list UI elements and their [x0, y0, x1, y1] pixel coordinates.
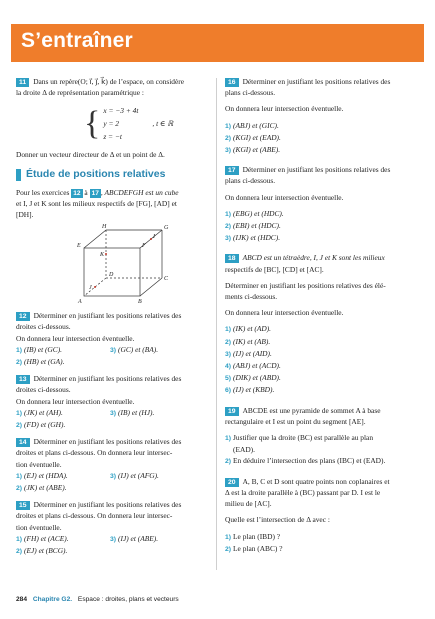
point-j	[94, 286, 96, 288]
svg-text:B: B	[138, 299, 142, 305]
exercise-17: 17 Déterminer en justifiant les positions relatives des plans ci-dessous. On donnera leur intersection éventuelle. 1) (EBG) et (HDC). 2) (EBI) et (HDC). 3) (IJK) et (HDC).	[225, 165, 391, 243]
svg-text:J: J	[89, 285, 92, 292]
svg-text:F: F	[142, 243, 146, 250]
exercise-20: 20 A, B, C et D sont quatre points non coplanaires et Δ est la droite parallèle à (BC) passant par D. I est le milieu de [AC]. Quelle est l’intersection de Δ avec : 1) Le plan (IBD) ? 2) Le plan (ABC) ?	[225, 476, 390, 553]
page-number: 284	[16, 596, 28, 603]
svg-text:G: G	[164, 225, 169, 232]
exercise-13: 13 Déterminer en justifiant les positions relatives des droites ci-dessous. On donnera leur intersection éventuelle. 1) (JK) et (AH). 3) (IB) et (HJ). 2) (FD) et (GH).	[16, 374, 182, 430]
right-column	[225, 76, 418, 555]
cube-figure	[76, 224, 186, 304]
brace-symbol: {	[84, 104, 101, 142]
exercise-11: 11 Dans un repère(O; i⃗, j⃗, k⃗) de l’espace, on considère la droite Δ de représentation paramétrique : { x = −3 + 4t y = 2 z = −t , t ∈ ℝ Donner un vecteur directeur de Δ et un point de Δ.	[16, 76, 207, 161]
svg-text:E: E	[77, 243, 81, 250]
exercise-15: 15 Déterminer en justifiant les positions relatives des droites et plans ci-dessous. On donnera leur intersec- tion éventuelle. 1) (FH) et (ACE). 3) (IJ) et (ABE). 2) (EJ) et (BCG).	[16, 500, 182, 556]
exercise-19: 19 ABCDE est une pyramide de sommet A à base rectangulaire et I est un point du segment [AE]. 1) Justifier que la droite (BC) est parallèle au plan (EAD). 2) En déduire l’intersection des plans (IBC) et (EAD).	[225, 405, 386, 466]
parametric-system: { x = −3 + 4t y = 2 z = −t , t ∈ ℝ	[84, 104, 174, 142]
exercise-12: 12 Déterminer en justifiant les positions relatives des droites ci-dessous. On donnera leur intersection éventuelle. 1) (IB) et (GC). 3) (GC) et (BA). 2) (HB) et (GA).	[16, 311, 182, 367]
section-marker	[16, 169, 21, 181]
page-header	[0, 0, 435, 64]
svg-text:C: C	[164, 276, 169, 283]
chapter-label: Chapitre G2.	[32, 596, 73, 603]
svg-text:K: K	[100, 252, 105, 259]
page-title: S’entraîner	[21, 29, 133, 52]
section-heading: Étude de positions relatives	[16, 169, 207, 181]
title-banner	[11, 24, 424, 62]
svg-text:D: D	[109, 272, 114, 279]
exercise-18: 18 ABCD est un tétraèdre, I, J et K sont les milieux respectifs de [BC], [CD] et [AC]. Déterminer en justifiant les positions relatives des élé- ments ci-dessous. On donnera leur intersection éventuelle. 1) (IK) et (AD). 2) (IK) et (AB). 3) (IJ) et (AID). 4) (ABJ) et (ACD). 5) (DIK) et (ABD). 6) (IJ) et (KBD).	[225, 253, 386, 395]
point-i	[150, 238, 152, 240]
column-divider	[216, 78, 217, 570]
page-footer	[16, 596, 179, 603]
svg-text:I: I	[153, 234, 155, 241]
exercise-number: 11	[16, 78, 29, 87]
point-k	[105, 253, 107, 255]
svg-text:A: A	[78, 299, 82, 305]
svg-text:H: H	[102, 224, 107, 231]
exercise-14: 14 Déterminer en justifiant les positions relatives des droites et plans ci-dessous. On donnera leur intersec- tion éventuelle. 1) (EJ) et (HDA). 3) (IJ) et (AFG). 2) (JK) et (ABE).	[16, 437, 182, 493]
chapter-subject: Espace : droites, plans et vecteurs	[77, 596, 179, 603]
intro-paragraph: Pour les exercices 12 à 17 , ABCDEFGH est un cube et I, J et K sont les milieux respectifs de [FG], [AD] et [DH].	[16, 187, 179, 220]
exercise-16: 16 Déterminer en justifiant les positions relatives des plans ci-dessous. On donnera leur intersection éventuelle. 1) (ABJ) et (GIC). 2) (KGI) et (EAD). 3) (KGI) et (ABE).	[225, 77, 391, 155]
left-column	[16, 76, 207, 557]
